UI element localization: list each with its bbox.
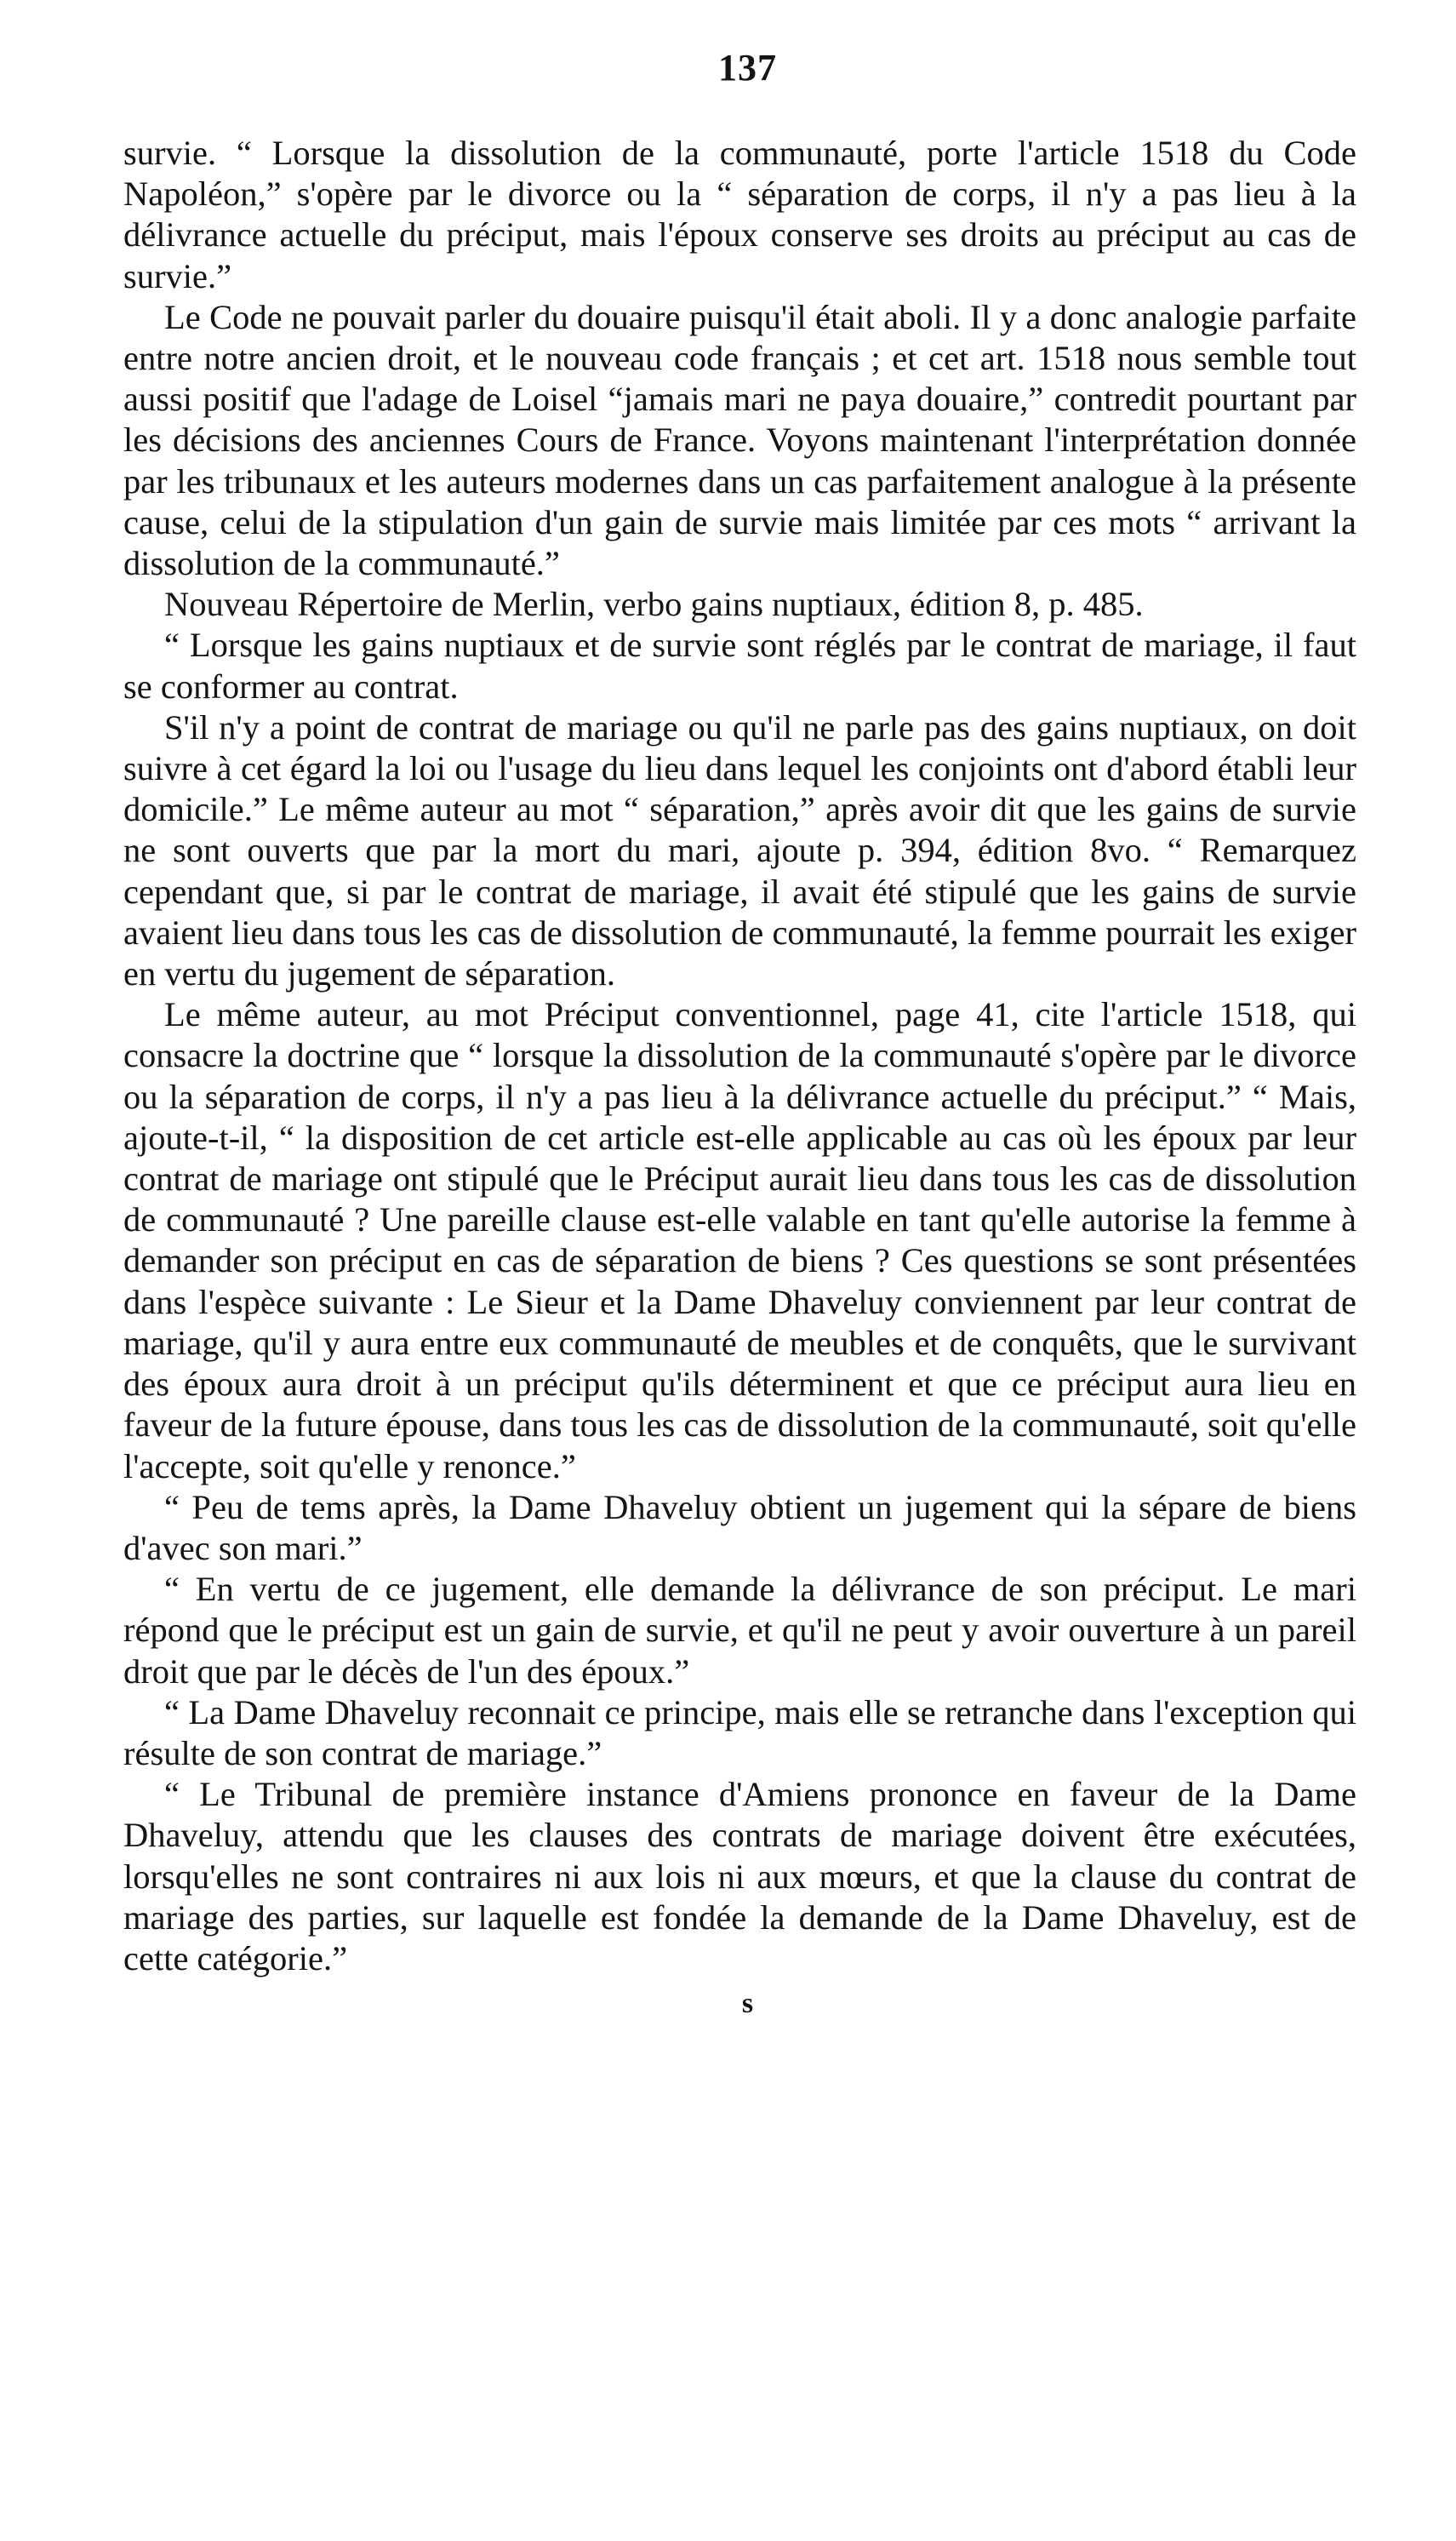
paragraph: Le Code ne pouvait parler du douaire puisqu'il était aboli. Il y a donc analogie parfaite entre notre ancien droit, et le nouveau code français ; et cet art. 1518 nous semble tout aussi positif que l'adage de Loisel “jamais mari ne paya douaire,” contredit pourtant par les décisions des anciennes Cours de France. Voyons maintenant l'interprétation donnée par les tribunaux et les auteurs modernes dans un cas parfaitement analogue à la présente cause, celui de la stipulation d'un gain de survie mais limitée par ces mots “ arrivant la dissolution de la communauté.” — [123, 297, 1356, 583]
signature-mark: s — [741, 1988, 754, 2020]
paragraph: survie. “ Lorsque la dissolution de la communauté, porte l'article 1518 du Code Napoléon,” s'opère par le divorce ou la “ séparation de corps, il n'y a pas lieu à la délivrance actuelle du préciput, mais l'époux conserve ses droits au préciput au cas de survie.” — [123, 134, 1356, 295]
paragraph: “ Peu de tems après, la Dame Dhaveluy obtient un jugement qui la sépare de biens d'avec son mari.” — [123, 1487, 1356, 1567]
paragraph: “ En vertu de ce jugement, elle demande la délivrance de son préciput. Le mari répond que le préciput est un gain de survie, et qu'il ne peut y avoir ouverture à un pareil droit que par le décès de l'un des époux.” — [123, 1570, 1356, 1691]
body-text — [123, 133, 1356, 1979]
paragraph: “ Lorsque les gains nuptiaux et de survie sont réglés par le contrat de mariage, il faut se conformer au contrat. — [123, 626, 1356, 706]
paragraph: “ Le Tribunal de première instance d'Amiens prononce en faveur de la Dame Dhaveluy, attendu que les clauses des contrats de mariage doivent être exécutées, lorsqu'elles ne sont contraires ni aux lois ni aux mœurs, et que la clause du contrat de mariage des parties, sur laquelle est fondée la demande de la Dame Dhaveluy, est de cette catégorie.” — [123, 1775, 1356, 1977]
paragraph: Le même auteur, au mot Préciput conventionnel, page 41, cite l'article 1518, qui consacre la doctrine que “ lorsque la dissolution de la communauté s'opère par le divorce ou la séparation de corps, il n'y a pas lieu à la délivrance actuelle du préciput.” “ Mais, ajoute-t-il, “ la disposition de cet article est-elle applicable au cas où les époux par leur contrat de mariage ont stipulé que le Préciput aurait lieu dans tous les cas de dissolution de communauté ? Une pareille clause est-elle valable en tant qu'elle autorise la femme à demander son préciput en cas de séparation de biens ? Ces questions se sont présentées dans l'espèce suivante : Le Sieur et la Dame Dhaveluy conviennent par leur contrat de mariage, qu'il y aura entre eux communauté de meubles et de conquêts, que le survivant des époux aura droit à un préciput qu'ils déterminent et que ce préciput aura lieu en faveur de la future épouse, dans tous les cas de dissolution de la communauté, soit qu'elle l'accepte, soit qu'elle y renonce.” — [123, 995, 1356, 1485]
page-number: 137 — [718, 47, 777, 89]
paragraph: S'il n'y a point de contrat de mariage ou qu'il ne parle pas des gains nuptiaux, on doit suivre à cet égard la loi ou l'usage du lieu dans lequel les conjoints ont d'abord établi leur domicile.” Le même auteur au mot “ séparation,” après avoir dit que les gains de survie ne sont ouverts que par la mort du mari, ajoute p. 394, édition 8vo. “ Remarquez cependant que, si par le contrat de mariage, il avait été stipulé que les gains de survie avaient lieu dans tous les cas de dissolution de communauté, la femme pourrait les exiger en vertu du jugement de séparation. — [123, 707, 1356, 993]
paragraph: “ La Dame Dhaveluy reconnait ce principe, mais elle se retranche dans l'exception qui résulte de son contrat de mariage.” — [123, 1692, 1356, 1772]
paragraph: Nouveau Répertoire de Merlin, verbo gains nuptiaux, édition 8, p. 485. — [164, 585, 1144, 624]
